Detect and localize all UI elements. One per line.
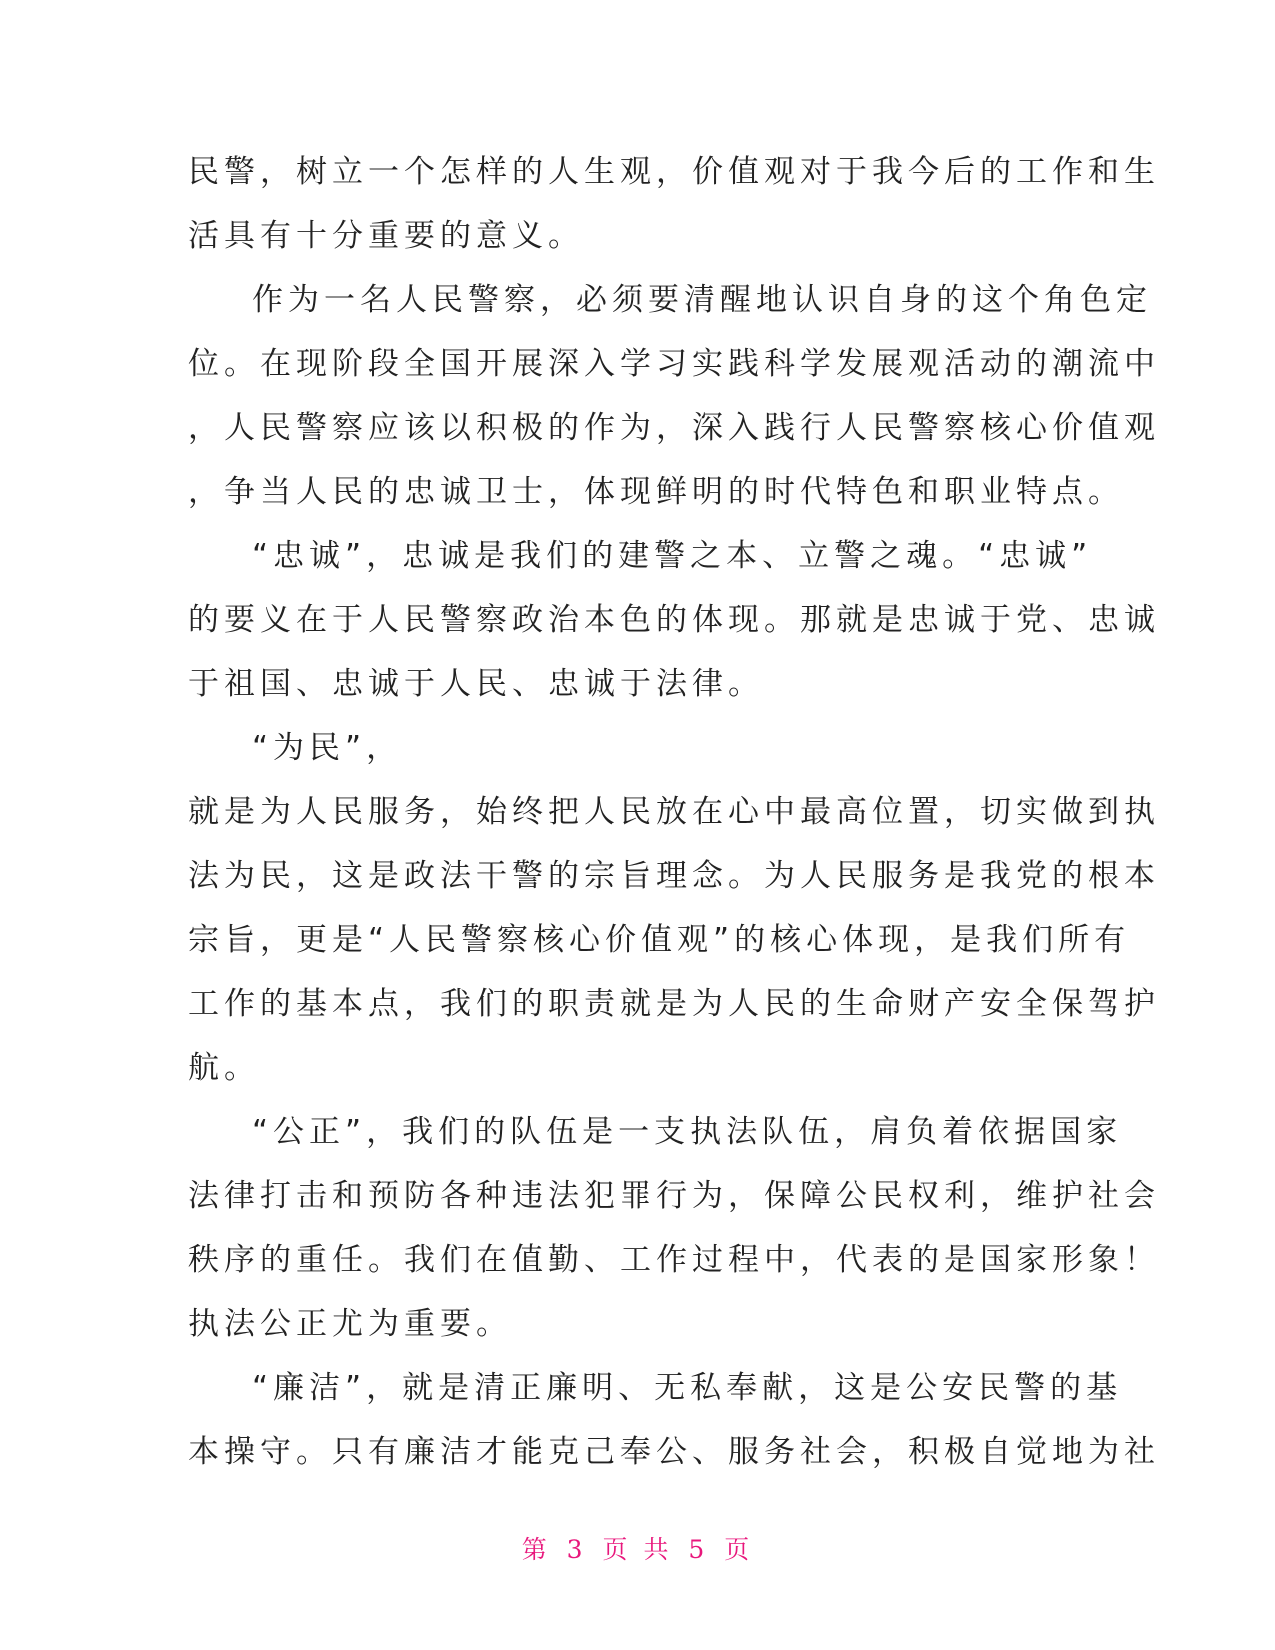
text-line: 航。 <box>188 1050 260 1086</box>
text-line: 工作的基本点，我们的职责就是为人民的生命财产安全保驾护 <box>188 986 1160 1022</box>
text-line: “公正”，我们的队伍是一支执法队伍，肩负着依据国家 <box>252 1114 1123 1150</box>
text-line: ，人民警察应该以积极的作为，深入践行人民警察核心价值观 <box>188 410 1160 446</box>
text-line: 执法公正尤为重要。 <box>188 1306 512 1342</box>
text-line: ，争当人民的忠诚卫士，体现鲜明的时代特色和职业特点。 <box>188 474 1124 510</box>
document-body <box>188 140 1160 1484</box>
current-page-number: 3 <box>566 1535 587 1564</box>
page-footer <box>0 1530 1275 1566</box>
text-line: 秩序的重任。我们在值勤、工作过程中，代表的是国家形象！ <box>188 1242 1160 1278</box>
footer-prefix: 第 <box>521 1535 551 1564</box>
text-line: 本操守。只有廉洁才能克己奉公、服务社会，积极自觉地为社 <box>188 1434 1160 1470</box>
text-line: “忠诚”，忠诚是我们的建警之本、立警之魂。“忠诚” <box>252 538 1093 574</box>
text-line: 宗旨，更是“人民警察核心价值观”的核心体现，是我们所有 <box>188 922 1131 958</box>
text-line: 位。在现阶段全国开展深入学习实践科学发展观活动的潮流中 <box>188 346 1160 382</box>
text-line: 民警，树立一个怎样的人生观，价值观对于我今后的工作和生 <box>188 154 1160 190</box>
text-line: 法律打击和预防各种违法犯罪行为，保障公民权利，维护社会 <box>188 1178 1160 1214</box>
footer-middle: 页 共 <box>602 1535 673 1564</box>
text-line: “廉洁”，就是清正廉明、无私奉献，这是公安民警的基 <box>252 1370 1123 1406</box>
text-line: 就是为人民服务，始终把人民放在心中最高位置，切实做到执 <box>188 794 1160 830</box>
text-line: 活具有十分重要的意义。 <box>188 218 584 254</box>
text-line: “为民”， <box>252 730 403 766</box>
text-line: 法为民，这是政法干警的宗旨理念。为人民服务是我党的根本 <box>188 858 1160 894</box>
footer-suffix: 页 <box>724 1535 754 1564</box>
text-line: 作为一名人民警察，必须要清醒地认识自身的这个角色定 <box>252 282 1152 318</box>
text-line: 于祖国、忠诚于人民、忠诚于法律。 <box>188 666 764 702</box>
total-pages-number: 5 <box>688 1535 709 1564</box>
text-line: 的要义在于人民警察政治本色的体现。那就是忠诚于党、忠诚 <box>188 602 1160 638</box>
